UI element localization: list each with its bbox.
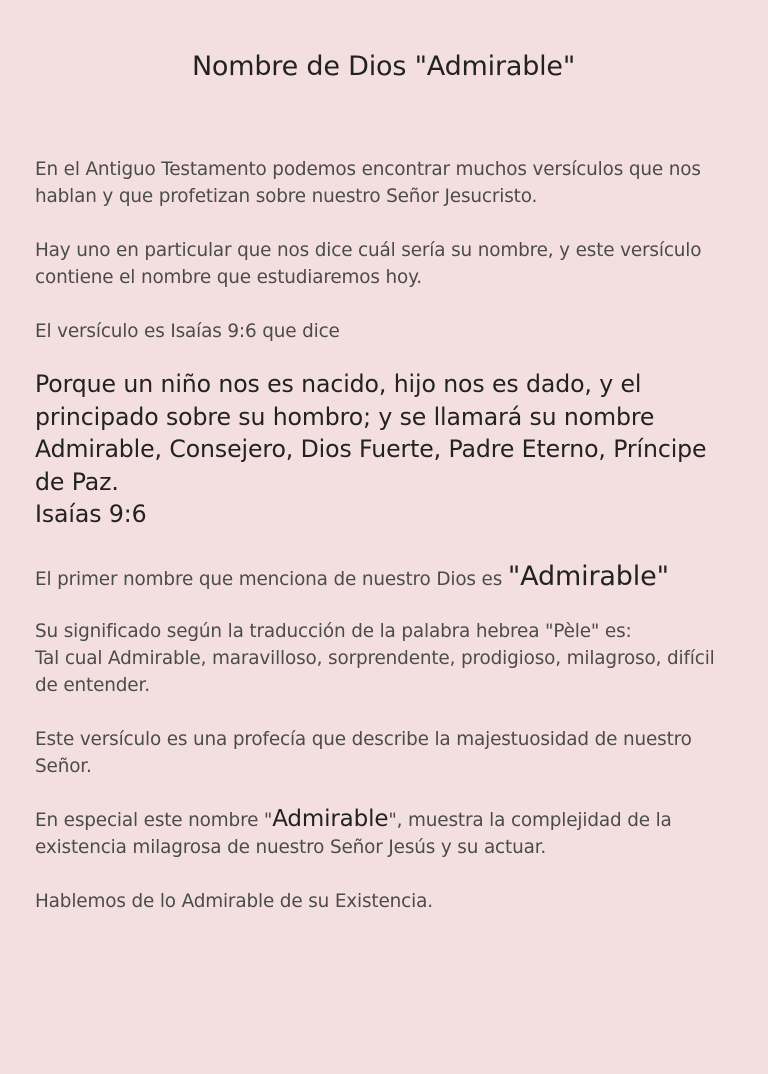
special-suffix: ", muestra la complejidad de la existencia milagrosa de nuestro Señor Jesús y su actuar. bbox=[35, 809, 672, 858]
meaning-paragraph bbox=[35, 618, 732, 699]
verse-intro-paragraph: El versículo es Isaías 9:6 que dice bbox=[35, 321, 340, 342]
closing-paragraph: Hablemos de lo Admirable de su Existencia. bbox=[35, 890, 433, 912]
verse-text: Porque un niño nos es nacido, hijo nos es dado, y el principado sobre su hombro; y se llamará su nombre Admirable, Consejero, Dios Fuerte, Padre Eterno, Príncipe de Paz. bbox=[35, 370, 707, 496]
first-name-highlight: "Admirable" bbox=[507, 560, 669, 592]
meaning-line-1: Su significado según la traducción de la palabra hebrea "Pèle" es: bbox=[35, 620, 632, 642]
verse-quote bbox=[35, 368, 732, 531]
particular-paragraph: Hay uno en particular que nos dice cuál sería su nombre, y este versículo contiene el nombre que estudiaremos hoy. bbox=[35, 240, 702, 288]
first-name-prefix: El primer nombre que menciona de nuestro Dios es bbox=[35, 568, 508, 590]
special-prefix: En especial este nombre " bbox=[35, 809, 273, 831]
prophecy-paragraph: Este versículo es una profecía que describe la majestuosidad de nuestro Señor. bbox=[35, 728, 692, 777]
page-title: Nombre de Dios "Admirable" bbox=[191, 51, 576, 82]
verse-reference: Isaías 9:6 bbox=[35, 500, 147, 528]
meaning-line-2: Tal cual Admirable, maravilloso, sorprendente, prodigioso, milagroso, difícil de entender. bbox=[35, 647, 715, 696]
intro-paragraph: En el Antiguo Testamento podemos encontrar muchos versículos que nos hablan y que profetizan sobre nuestro Señor Jesucristo. bbox=[35, 159, 701, 207]
document-page bbox=[0, 50, 768, 1074]
special-highlight: Admirable bbox=[272, 805, 389, 832]
special-paragraph bbox=[35, 806, 732, 861]
first-name-paragraph bbox=[35, 560, 732, 593]
